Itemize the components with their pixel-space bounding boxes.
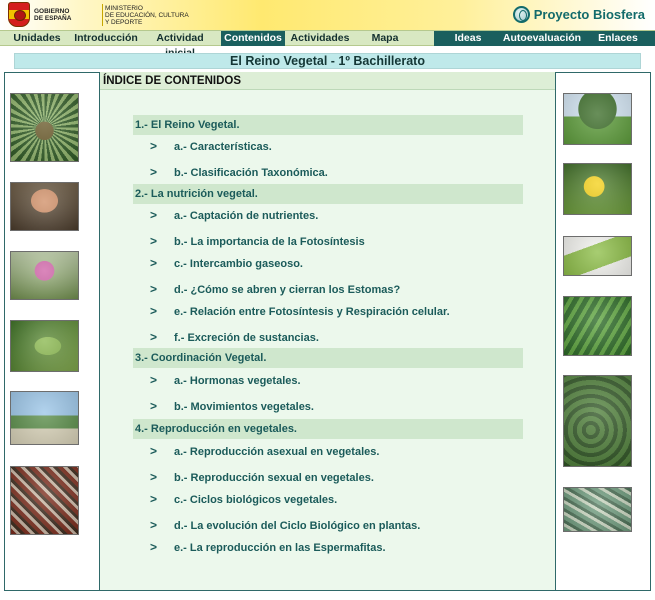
chevron-right-icon: >	[150, 165, 158, 179]
list-item[interactable]	[150, 234, 365, 248]
list-item[interactable]	[150, 373, 301, 387]
chevron-right-icon: >	[150, 444, 158, 458]
list-item-label: d.- La evolución del Ciclo Biológico en plantas.	[174, 520, 421, 532]
section-reino-vegetal[interactable]: 1.- El Reino Vegetal.	[133, 115, 523, 135]
chevron-right-icon: >	[150, 373, 158, 387]
chevron-right-icon: >	[150, 256, 158, 270]
banner-divider	[102, 4, 103, 26]
project-name: Proyecto Biosfera	[533, 7, 645, 22]
venus-flytrap-photo	[10, 320, 79, 372]
list-item-label: b.- Movimientos vegetales.	[174, 401, 314, 413]
ministry-label-line: MINISTERIO	[105, 5, 143, 12]
pine-cone-photo	[10, 93, 79, 162]
list-item-label: c.- Intercambio gaseoso.	[174, 258, 303, 270]
list-item[interactable]	[150, 165, 328, 179]
list-item-label: c.- Ciclos biológicos vegetales.	[174, 494, 338, 506]
ministry-label-line: Y DEPORTE	[105, 19, 143, 26]
coat-of-arms-icon	[8, 2, 30, 27]
ministry-label-line: DE EDUCACIÓN, CULTURA	[105, 12, 189, 19]
list-item[interactable]	[150, 304, 450, 318]
list-item-label: f.- Excreción de sustancias.	[174, 332, 319, 344]
nav-ideas[interactable]: Ideas	[454, 32, 482, 44]
government-label-line: GOBIERNO	[34, 7, 70, 15]
list-item[interactable]	[150, 330, 319, 344]
nav-contenidos[interactable]: Contenidos	[221, 31, 285, 46]
chevron-right-icon: >	[150, 330, 158, 344]
list-item-label: a.- Captación de nutrientes.	[174, 210, 319, 222]
chevron-right-icon: >	[150, 399, 158, 413]
section-reproduccion-vegetales[interactable]: 4.- Reproducción en vegetales.	[133, 419, 523, 439]
alga-photo	[563, 236, 632, 276]
list-item[interactable]	[150, 256, 303, 270]
list-item-label: a.- Características.	[174, 141, 272, 153]
nav-autoevaluacion[interactable]: Autoevaluación	[502, 32, 582, 44]
government-label-line: DE ESPAÑA	[34, 14, 72, 22]
list-item[interactable]	[150, 139, 272, 153]
list-item-label: e.- Relación entre Fotosíntesis y Respiración celular.	[174, 306, 450, 318]
yellow-flower-photo	[563, 163, 632, 215]
globe-icon	[513, 6, 530, 23]
government-logo	[8, 2, 82, 27]
fern-photo	[563, 296, 632, 356]
chevron-right-icon: >	[150, 234, 158, 248]
tree-photo	[563, 93, 632, 145]
list-item-label: b.- Clasificación Taxonómica.	[174, 167, 328, 179]
section-nutricion-vegetal[interactable]: 2.- La nutrición vegetal.	[133, 184, 523, 204]
list-item[interactable]	[150, 282, 400, 296]
list-item[interactable]	[150, 540, 386, 554]
list-item-label: b.- Reproducción sexual en vegetales.	[174, 472, 374, 484]
list-item[interactable]	[150, 208, 318, 222]
nav-actividad-inicial[interactable]: Actividad	[156, 32, 204, 44]
list-item-label: a.- Hormonas vegetales.	[174, 375, 301, 387]
chevron-right-icon: >	[150, 139, 158, 153]
list-item[interactable]	[150, 399, 314, 413]
index-header: ÍNDICE DE CONTENIDOS	[100, 72, 555, 90]
project-logo[interactable]	[513, 6, 645, 23]
chevron-right-icon: >	[150, 304, 158, 318]
moss-sporophytes-photo	[563, 375, 632, 467]
government-label	[34, 8, 82, 22]
moss-photo	[10, 466, 79, 535]
list-item[interactable]	[150, 492, 337, 506]
nav-unidades[interactable]: Unidades	[13, 32, 61, 44]
ministry-label	[105, 5, 215, 26]
top-banner	[0, 0, 655, 30]
chevron-right-icon: >	[150, 208, 158, 222]
list-item[interactable]	[150, 470, 374, 484]
thistle-photo	[10, 251, 79, 300]
nav-enlaces[interactable]: Enlaces	[598, 32, 638, 44]
mushroom-photo	[10, 182, 79, 231]
list-item-label: e.- La reproducción en las Espermafitas.	[174, 542, 386, 554]
page-title: El Reino Vegetal - 1º Bachillerato	[14, 53, 641, 69]
list-item[interactable]	[150, 444, 379, 458]
nav-mapa[interactable]: Mapa	[371, 32, 399, 44]
chevron-right-icon: >	[150, 282, 158, 296]
list-item[interactable]	[150, 518, 420, 532]
chevron-right-icon: >	[150, 540, 158, 554]
palm-trees-photo	[10, 391, 79, 445]
nav-actividades[interactable]: Actividades	[290, 32, 350, 44]
chevron-right-icon: >	[150, 470, 158, 484]
chevron-right-icon: >	[150, 492, 158, 506]
leaves-photo	[563, 487, 632, 532]
list-item-label: d.- ¿Cómo se abren y cierran los Estomas?	[174, 284, 401, 296]
chevron-right-icon: >	[150, 518, 158, 532]
list-item-label: a.- Reproducción asexual en vegetales.	[174, 446, 380, 458]
nav-introduccion[interactable]: Introducción	[74, 32, 138, 44]
main-nav	[0, 30, 655, 46]
section-coordinacion-vegetal[interactable]: 3.- Coordinación Vegetal.	[133, 348, 523, 368]
list-item-label: b.- La importancia de la Fotosíntesis	[174, 236, 365, 248]
